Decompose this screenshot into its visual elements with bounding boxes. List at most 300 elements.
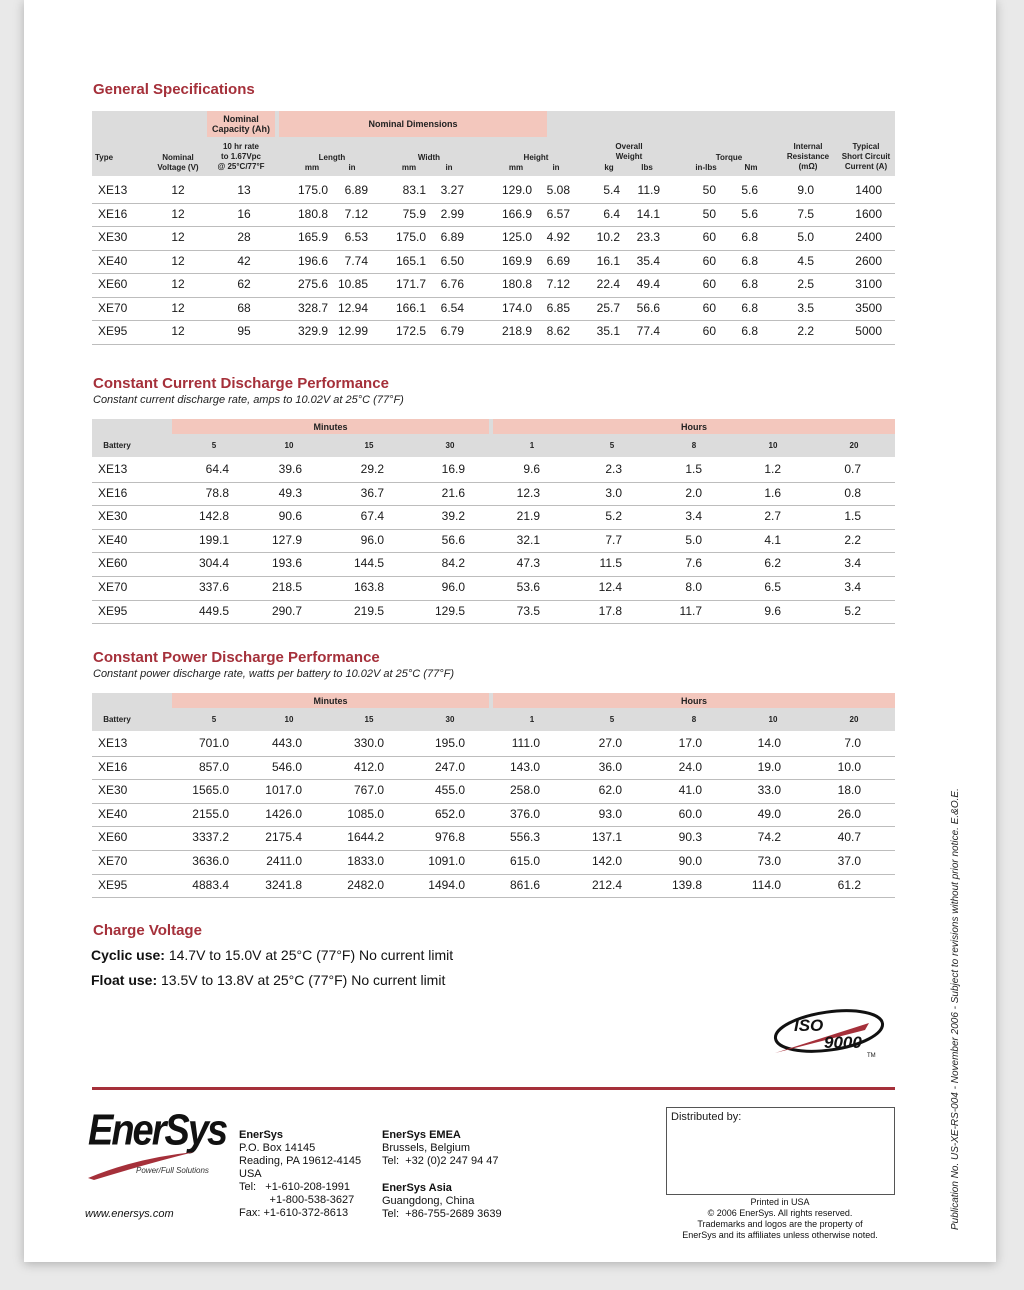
width-mm-header: mm xyxy=(401,163,417,172)
spec-value: 175.0 xyxy=(297,183,328,197)
discharge-value: 304.4 xyxy=(198,556,229,571)
spec-value: 7.74 xyxy=(344,253,368,268)
discharge-value: 32.1 xyxy=(516,532,540,547)
discharge-value: 61.2 xyxy=(837,877,861,892)
discharge-value: 0.8 xyxy=(844,485,861,500)
discharge-value: 1565.0 xyxy=(192,783,229,798)
discharge-value: 90.3 xyxy=(678,830,702,845)
table-row xyxy=(92,826,895,851)
battery-type: XE13 xyxy=(98,462,128,476)
discharge-value: 21.6 xyxy=(441,485,465,500)
spec-value: 2.99 xyxy=(440,206,464,221)
discharge-value: 3.4 xyxy=(685,509,702,524)
table-row xyxy=(92,756,895,781)
discharge-value: 2.0 xyxy=(685,485,702,500)
logo-tagline: Power/Full Solutions xyxy=(136,1166,209,1175)
spec-value: 60 xyxy=(702,300,716,315)
spec-value: 171.7 xyxy=(395,277,426,291)
address-asia: EnerSys Asia Guangdong, China Tel: +86-755-2689 3639 xyxy=(382,1182,502,1220)
discharge-value: 9.6 xyxy=(764,603,781,618)
spec-value: 5.6 xyxy=(741,206,758,221)
spec-value: 60 xyxy=(702,324,716,338)
discharge-value: 1.2 xyxy=(764,462,781,476)
spec-value: 6.8 xyxy=(741,324,758,338)
spec-value: 6.54 xyxy=(440,300,464,315)
address-emea: EnerSys EMEA Brussels, Belgium Tel: +32 (0)2 247 94 47 xyxy=(382,1129,499,1167)
discharge-value: 5.2 xyxy=(605,509,622,524)
enersys-logo: EnerSys xyxy=(88,1106,227,1156)
discharge-value: 556.3 xyxy=(509,830,540,845)
discharge-value: 143.0 xyxy=(509,759,540,774)
spec-value: 3100 xyxy=(855,277,882,291)
discharge-value: 53.6 xyxy=(516,580,540,594)
spec-value: 50 xyxy=(702,206,716,221)
discharge-value: 376.0 xyxy=(509,806,540,821)
battery-type: XE13 xyxy=(98,736,128,750)
current-discharge-title: Constant Current Discharge Performance xyxy=(93,375,389,392)
spec-value: 275.6 xyxy=(297,277,328,291)
capacity-header-line1: Nominal xyxy=(223,114,259,124)
current-battery-header: Battery xyxy=(103,441,131,450)
dimensions-header: Nominal Dimensions xyxy=(368,119,458,129)
discharge-value: 19.0 xyxy=(757,759,781,774)
dimensions-pink-header xyxy=(279,111,547,137)
discharge-value: 701.0 xyxy=(198,736,229,750)
discharge-value: 290.7 xyxy=(271,603,302,618)
discharge-value: 1833.0 xyxy=(347,854,384,868)
battery-type: XE30 xyxy=(98,783,128,798)
discharge-value: 0.7 xyxy=(844,462,861,476)
spec-value: 49.4 xyxy=(636,277,660,291)
height-in-header: in xyxy=(552,163,560,172)
spec-value: 218.9 xyxy=(501,324,532,338)
discharge-value: 2.7 xyxy=(764,509,781,524)
battery-type: XE60 xyxy=(98,556,128,571)
width-in-header: in xyxy=(445,163,453,172)
discharge-value: 1017.0 xyxy=(265,783,302,798)
discharge-value: 74.2 xyxy=(757,830,781,845)
column-header: 5 xyxy=(609,441,615,450)
table-row xyxy=(92,273,895,298)
discharge-value: 60.0 xyxy=(678,806,702,821)
discharge-value: 219.5 xyxy=(353,603,384,618)
spec-value: 10.2 xyxy=(596,230,620,244)
discharge-value: 129.5 xyxy=(434,603,465,618)
float-use-line xyxy=(91,972,445,988)
spec-value: 1400 xyxy=(855,183,882,197)
spec-value: 2.2 xyxy=(797,324,814,338)
discharge-value: 144.5 xyxy=(353,556,384,571)
column-header: 30 xyxy=(445,441,455,450)
spec-value: 77.4 xyxy=(636,324,660,338)
spec-value: 12.99 xyxy=(337,324,368,338)
spec-value: 6.57 xyxy=(546,206,570,221)
discharge-value: 247.0 xyxy=(434,759,465,774)
discharge-value: 2411.0 xyxy=(266,854,302,868)
discharge-value: 1.5 xyxy=(685,462,702,476)
column-header: 1 xyxy=(529,441,535,450)
battery-type: XE16 xyxy=(98,759,128,774)
spec-value: 25.7 xyxy=(596,300,620,315)
spec-value: 60 xyxy=(702,253,716,268)
discharge-value: 3337.2 xyxy=(192,830,229,845)
discharge-value: 195.0 xyxy=(434,736,465,750)
discharge-value: 78.8 xyxy=(205,485,229,500)
discharge-value: 29.2 xyxy=(360,462,384,476)
discharge-value: 3.4 xyxy=(844,556,861,571)
table-row xyxy=(92,226,895,251)
spec-value: 328.7 xyxy=(297,300,328,315)
current-minutes-header: Minutes xyxy=(172,419,489,434)
power-battery-header: Battery xyxy=(103,715,131,724)
spec-value: 6.69 xyxy=(546,253,570,268)
discharge-value: 62.0 xyxy=(598,783,622,798)
discharge-value: 21.9 xyxy=(516,509,540,524)
discharge-value: 193.6 xyxy=(271,556,302,571)
discharge-value: 96.0 xyxy=(441,580,465,594)
spec-value: 7.12 xyxy=(546,277,570,291)
spec-value: 68 xyxy=(237,300,251,315)
website-link[interactable]: www.enersys.com xyxy=(85,1208,174,1220)
spec-value: 12 xyxy=(171,206,185,221)
discharge-value: 39.6 xyxy=(278,462,302,476)
discharge-value: 330.0 xyxy=(353,736,384,750)
spec-value: 2600 xyxy=(855,253,882,268)
column-header: 10 xyxy=(768,715,778,724)
spec-sheet-page xyxy=(24,0,996,1262)
spec-value: 6.85 xyxy=(546,300,570,315)
discharge-value: 1426.0 xyxy=(265,806,302,821)
discharge-value: 12.4 xyxy=(598,580,622,594)
discharge-value: 64.4 xyxy=(205,462,229,476)
battery-type: XE40 xyxy=(98,806,128,821)
discharge-value: 93.0 xyxy=(598,806,622,821)
discharge-value: 337.6 xyxy=(198,580,229,594)
table-row xyxy=(92,576,895,601)
spec-value: 95 xyxy=(237,324,251,338)
table-row xyxy=(92,458,895,483)
table-row xyxy=(92,297,895,322)
spec-value: 35.1 xyxy=(596,324,620,338)
battery-type: XE13 xyxy=(98,183,128,197)
discharge-value: 546.0 xyxy=(271,759,302,774)
spec-value: 6.4 xyxy=(603,206,620,221)
resistance-header: Internal Resistance (mΩ) xyxy=(786,142,830,171)
column-header: 1 xyxy=(529,715,535,724)
discharge-value: 11.5 xyxy=(599,556,622,571)
discharge-value: 1091.0 xyxy=(428,854,465,868)
battery-type: XE40 xyxy=(98,532,128,547)
discharge-value: 10.0 xyxy=(837,759,861,774)
address-us: EnerSys P.O. Box 14145 Reading, PA 19612-4145 USA Tel: +1-610-208-1991 +1-800-538-3627 Fax: +1-610-372-8613 xyxy=(239,1129,362,1219)
battery-type: XE30 xyxy=(98,230,128,244)
column-header: 20 xyxy=(849,441,859,450)
discharge-value: 976.8 xyxy=(434,830,465,845)
float-use-label: Float use: xyxy=(91,972,158,988)
spec-value: 174.0 xyxy=(501,300,532,315)
spec-value: 42 xyxy=(237,253,251,268)
discharge-value: 2155.0 xyxy=(192,806,229,821)
cyclic-use-value: 14.7V to 15.0V at 25°C (77°F) No current limit xyxy=(164,947,454,963)
discharge-value: 40.7 xyxy=(837,830,861,845)
discharge-value: 218.5 xyxy=(271,580,302,594)
spec-value: 10.85 xyxy=(337,277,368,291)
spec-value: 23.3 xyxy=(636,230,660,244)
spec-value: 16 xyxy=(237,206,251,221)
discharge-value: 7.0 xyxy=(844,736,861,750)
column-header: 5 xyxy=(211,441,217,450)
spec-value: 175.0 xyxy=(395,230,426,244)
spec-value: 6.8 xyxy=(741,230,758,244)
length-in-header: in xyxy=(348,163,356,172)
length-header: Length xyxy=(318,153,346,162)
discharge-value: 37.0 xyxy=(837,854,861,868)
discharge-value: 17.8 xyxy=(598,603,622,618)
discharge-value: 142.0 xyxy=(591,854,622,868)
discharge-value: 652.0 xyxy=(434,806,465,821)
power-hours-header: Hours xyxy=(493,693,895,708)
spec-value: 14.1 xyxy=(636,206,660,221)
power-discharge-title: Constant Power Discharge Performance xyxy=(93,649,380,666)
discharge-value: 767.0 xyxy=(353,783,384,798)
column-header: 10 xyxy=(284,715,294,724)
discharge-value: 12.3 xyxy=(516,485,540,500)
discharge-value: 111.0 xyxy=(511,736,540,750)
discharge-value: 6.5 xyxy=(764,580,781,594)
charge-voltage-title: Charge Voltage xyxy=(93,922,202,939)
weight-header: Overall Weight xyxy=(615,142,643,161)
cyclic-use-line xyxy=(91,947,453,963)
spec-value: 50 xyxy=(702,183,716,197)
spec-value: 12 xyxy=(171,183,185,197)
column-header: 15 xyxy=(364,715,374,724)
discharge-value: 199.1 xyxy=(198,532,229,547)
spec-value: 165.1 xyxy=(395,253,426,268)
spec-value: 83.1 xyxy=(402,183,426,197)
torque-header: Torque xyxy=(715,153,743,162)
discharge-value: 36.7 xyxy=(360,485,384,500)
table-row xyxy=(92,320,895,345)
publication-number: Publication No. US-XE-RS-004 - November 2006 - Subject to revisions without prior notice. E.&O.E. xyxy=(950,788,961,1230)
discharge-value: 137.1 xyxy=(591,830,622,845)
spec-value: 129.0 xyxy=(501,183,532,197)
discharge-value: 24.0 xyxy=(678,759,702,774)
spec-value: 12 xyxy=(171,230,185,244)
discharge-value: 163.8 xyxy=(353,580,384,594)
discharge-value: 2.2 xyxy=(844,532,861,547)
spec-value: 3500 xyxy=(855,300,882,315)
height-header: Height xyxy=(523,153,549,162)
discharge-value: 1.6 xyxy=(764,485,781,500)
spec-value: 166.9 xyxy=(501,206,532,221)
discharge-value: 73.5 xyxy=(516,603,540,618)
discharge-value: 443.0 xyxy=(271,736,302,750)
discharge-value: 2.3 xyxy=(605,462,622,476)
length-mm-header: mm xyxy=(304,163,320,172)
battery-type: XE60 xyxy=(98,277,128,291)
discharge-value: 114.0 xyxy=(751,877,781,892)
battery-type: XE70 xyxy=(98,580,128,594)
discharge-value: 11.7 xyxy=(679,603,702,618)
discharge-value: 16.9 xyxy=(441,462,465,476)
spec-value: 329.9 xyxy=(297,324,328,338)
table-row xyxy=(92,552,895,577)
spec-value: 2.5 xyxy=(797,277,814,291)
iso-tm: TM xyxy=(867,1053,876,1059)
spec-value: 5.0 xyxy=(797,230,814,244)
spec-value: 169.9 xyxy=(501,253,532,268)
battery-type: XE40 xyxy=(98,253,128,268)
spec-value: 6.8 xyxy=(741,253,758,268)
column-header: 5 xyxy=(609,715,615,724)
column-header: 20 xyxy=(849,715,859,724)
table-row xyxy=(92,179,895,204)
discharge-value: 47.3 xyxy=(516,556,540,571)
float-use-value: 13.5V to 13.8V at 25°C (77°F) No current limit xyxy=(157,972,446,988)
spec-value: 60 xyxy=(702,277,716,291)
spec-value: 1600 xyxy=(855,206,882,221)
battery-type: XE70 xyxy=(98,854,128,868)
column-header: 15 xyxy=(364,441,374,450)
footer-divider xyxy=(92,1087,895,1090)
discharge-value: 127.9 xyxy=(271,532,302,547)
discharge-value: 41.0 xyxy=(678,783,702,798)
discharge-value: 449.5 xyxy=(198,603,229,618)
column-header: 8 xyxy=(691,441,697,450)
table-row xyxy=(92,250,895,275)
discharge-value: 6.2 xyxy=(764,556,781,571)
table-row xyxy=(92,874,895,899)
distributed-by-label: Distributed by: xyxy=(671,1111,742,1123)
iso-9000-logo xyxy=(769,1005,889,1060)
spec-value: 165.9 xyxy=(297,230,328,244)
discharge-value: 17.0 xyxy=(678,736,702,750)
spec-value: 56.6 xyxy=(636,300,660,315)
battery-type: XE70 xyxy=(98,300,128,315)
type-header: Type xyxy=(94,153,114,162)
spec-value: 180.8 xyxy=(501,277,532,291)
discharge-value: 615.0 xyxy=(509,854,540,868)
shortcircuit-header: Typical Short Circuit Current (A) xyxy=(841,142,891,171)
discharge-value: 7.7 xyxy=(605,532,622,547)
discharge-value: 5.0 xyxy=(685,532,702,547)
spec-value: 11.9 xyxy=(637,183,660,197)
spec-value: 12 xyxy=(171,324,185,338)
spec-value: 13 xyxy=(237,183,251,197)
discharge-value: 49.3 xyxy=(278,485,302,500)
discharge-value: 27.0 xyxy=(598,736,622,750)
spec-value: 166.1 xyxy=(395,300,426,315)
column-header: 10 xyxy=(284,441,294,450)
spec-value: 28 xyxy=(237,230,251,244)
spec-value: 8.62 xyxy=(546,324,570,338)
discharge-value: 84.2 xyxy=(441,556,465,571)
discharge-value: 142.8 xyxy=(198,509,229,524)
discharge-value: 857.0 xyxy=(198,759,229,774)
spec-value: 22.4 xyxy=(596,277,620,291)
table-row xyxy=(92,482,895,507)
discharge-value: 56.6 xyxy=(441,532,465,547)
spec-value: 6.8 xyxy=(741,277,758,291)
spec-value: 7.12 xyxy=(344,206,368,221)
spec-value: 6.89 xyxy=(440,230,464,244)
spec-value: 16.1 xyxy=(596,253,620,268)
spec-value: 12.94 xyxy=(337,300,368,315)
table-row xyxy=(92,203,895,228)
spec-value: 35.4 xyxy=(636,253,660,268)
discharge-value: 3.4 xyxy=(844,580,861,594)
discharge-value: 139.8 xyxy=(671,877,702,892)
distributed-by-box xyxy=(666,1107,895,1195)
spec-value: 62 xyxy=(237,277,251,291)
spec-value: 5.4 xyxy=(603,183,620,197)
discharge-value: 412.0 xyxy=(353,759,384,774)
spec-value: 5.08 xyxy=(546,183,570,197)
discharge-value: 455.0 xyxy=(434,783,465,798)
discharge-value: 2482.0 xyxy=(347,877,384,892)
discharge-value: 33.0 xyxy=(757,783,781,798)
table-row xyxy=(92,803,895,828)
battery-type: XE95 xyxy=(98,603,128,618)
spec-value: 6.76 xyxy=(440,277,464,291)
battery-type: XE95 xyxy=(98,877,128,892)
discharge-value: 1494.0 xyxy=(428,877,465,892)
spec-value: 4.92 xyxy=(546,230,570,244)
column-header: 30 xyxy=(445,715,455,724)
discharge-value: 3.0 xyxy=(605,485,622,500)
column-header: 8 xyxy=(691,715,697,724)
discharge-value: 39.2 xyxy=(441,509,465,524)
height-mm-header: mm xyxy=(508,163,524,172)
spec-value: 196.6 xyxy=(297,253,328,268)
discharge-value: 18.0 xyxy=(837,783,861,798)
discharge-value: 3636.0 xyxy=(192,854,229,868)
column-header: 5 xyxy=(211,715,217,724)
table-row xyxy=(92,779,895,804)
weight-kg-header: kg xyxy=(604,163,614,172)
discharge-value: 1085.0 xyxy=(347,806,384,821)
discharge-value: 1.5 xyxy=(844,509,861,524)
column-header: 10 xyxy=(768,441,778,450)
discharge-value: 4883.4 xyxy=(192,877,229,892)
spec-value: 5.6 xyxy=(741,183,758,197)
discharge-value: 36.0 xyxy=(598,759,622,774)
voltage-header: Nominal Voltage (V) xyxy=(157,153,199,172)
discharge-value: 9.6 xyxy=(523,462,540,476)
spec-value: 7.5 xyxy=(797,206,814,221)
discharge-value: 90.0 xyxy=(678,854,702,868)
battery-type: XE16 xyxy=(98,485,128,500)
discharge-value: 5.2 xyxy=(844,603,861,618)
spec-value: 6.8 xyxy=(741,300,758,315)
discharge-value: 49.0 xyxy=(757,806,781,821)
battery-type: XE30 xyxy=(98,509,128,524)
capacity-subheader: 10 hr rate to 1.67Vpc @ 25°C/77°F xyxy=(217,142,265,171)
table-row xyxy=(92,732,895,757)
battery-type: XE16 xyxy=(98,206,128,221)
iso-text: ISO xyxy=(794,1016,824,1035)
discharge-value: 2175.4 xyxy=(265,830,302,845)
spec-value: 6.50 xyxy=(440,253,464,268)
spec-value: 180.8 xyxy=(297,206,328,221)
discharge-value: 861.6 xyxy=(509,877,540,892)
discharge-value: 3241.8 xyxy=(265,877,302,892)
battery-type: XE95 xyxy=(98,324,128,338)
spec-value: 12 xyxy=(171,277,185,291)
width-header: Width xyxy=(417,153,441,162)
spec-value: 60 xyxy=(702,230,716,244)
battery-type: XE60 xyxy=(98,830,128,845)
